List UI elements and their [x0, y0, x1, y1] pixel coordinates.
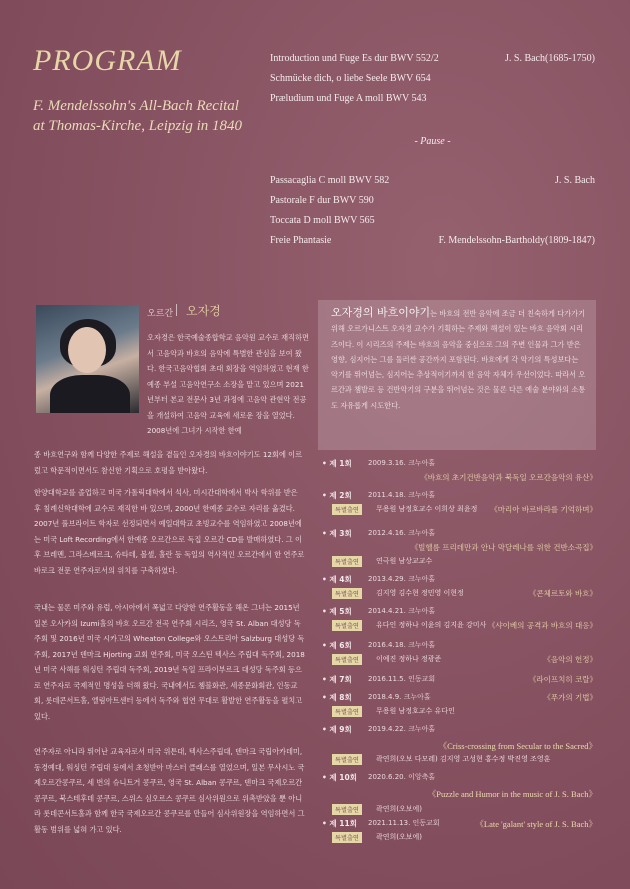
- episode-date: 2016.11.5. 인동교회: [368, 675, 436, 683]
- episode-date: 2014.4.21. 크누아홀: [368, 607, 436, 615]
- episode-number: • 제 1회: [322, 459, 352, 468]
- work-title: Præludium und Fuge A moll BWV 543: [270, 93, 427, 104]
- series-intro-text: 는 바흐의 전반 음악에 조금 더 친숙하게 다가가기 위해 오르가니스트 오자경 교수가 기획하는 주제와 해설이 있는 바흐 음악회 시리즈이다. 이 시리즈의 주제는 바흐의 음악을 중심으로 그의 주변 인물과 그가 받은 영향, 심지어는 그를 둘러싼 공간까지 포함된다. 바흐에게 각 악기의 특성보다는 악기를 뛰어넘는, 심지어는 추상적이기까지 한 음악 자체가 우선이었다. 따라서 오르간과 챔발로 등 건반악기의 구분을 뛰어넘는 것은 물론 다른 예술 분야와의 소통도 자유롭게 시도한다.: [331, 309, 586, 410]
- episode-title: 《콘체르토와 바흐》: [528, 589, 597, 598]
- episode-title: 《샤이베의 공격과 바흐의 대응》: [487, 621, 597, 630]
- episode-number: • 제 7회: [322, 675, 352, 684]
- guest-names: 유다인 정하나 이윤의 김지윤 강미사: [376, 621, 487, 629]
- pause-label: - Pause -: [414, 136, 451, 147]
- guest-names: 김지영 김수현 정민영 이현정: [376, 589, 464, 597]
- guest-names: 곽연희(오보에): [376, 805, 423, 813]
- episode-number: • 제 6회: [322, 641, 352, 650]
- episode-number: • 제 8회: [322, 693, 352, 702]
- program-item: [270, 175, 595, 189]
- episode-date: 2018.4.9. 크누아홀: [368, 693, 431, 701]
- episode-title: 《Criss-crossing from Secular to the Sacred》: [438, 741, 597, 751]
- episode-number: • 제 5회: [322, 607, 352, 616]
- guest-badge: 특별출연: [332, 504, 362, 515]
- episode-date: 2011.4.18. 크누아홀: [368, 491, 436, 499]
- guest-badge: 특별출연: [332, 654, 362, 665]
- label-divider: [176, 304, 177, 316]
- program-item: [270, 195, 595, 209]
- recital-subtitle-line1: F. Mendelssohn's All-Bach Recital: [33, 98, 239, 114]
- episode-date: 2021.11.13. 인동교회: [368, 819, 440, 827]
- episode-number: • 제 9회: [322, 725, 352, 734]
- episode-date: 2020.6.20. 이앙축홀: [368, 773, 436, 781]
- guest-badge: 특별출연: [332, 588, 362, 599]
- episode-date: 2019.4.22. 크누아홀: [368, 725, 436, 733]
- organ-label: 오르간: [147, 309, 174, 319]
- work-title: Freie Phantasie: [270, 235, 332, 246]
- program-heading: PROGRAM: [33, 44, 182, 77]
- episode-number: • 제 4회: [322, 575, 352, 584]
- recital-subtitle-line2: at Thomas-Kirche, Leipzig in 1840: [33, 118, 243, 134]
- program-item: [270, 73, 595, 87]
- bio-paragraph-3: 국내는 물론 미주와 유럽, 아시아에서 폭넓고 다양한 연주활동을 해온 그녀는 2015년 일본 오사카의 Izumi홀의 바흐 오르간 전곡 연주회 시리즈, 영국 St. Alban 대성당 독주회 및 2016년 미국 시카고의 Wheaton College와 오스트리아 Salzburg 대성당 독주회, 2017년 덴마크 Hjorting 교회 연주회, 미국 오스틴 텍사스 주립대 독주회, 2018년 미국 사해를 워싱턴 주립대 독주회, 2019년 독일 프라이부르크 대성당 독주회 등으로 연주자로 국제적인 명성을 더해 왔다. 국내에서도 쳄블화관, 세종문화회관, 인동교회, 롯데콘서트홀, 엘림아트센터 등에서 독주와 협연 무대로 활발한 연주활동을 펼치고 있다.: [34, 603, 305, 721]
- episode-number: • 제 11회: [322, 819, 357, 828]
- episode-number: • 제 2회: [322, 491, 352, 500]
- series-name: 오자경의 바흐이야기: [331, 306, 431, 319]
- program-item: [270, 235, 595, 249]
- guest-names: 곽연희(오보에): [376, 833, 423, 841]
- composer: J. S. Bach(1685-1750): [505, 53, 595, 64]
- episode-title: 《바흐의 초기건반음악과 북독일 오르간음악의 유산》: [420, 473, 597, 482]
- guest-badge: 특별출연: [332, 832, 362, 843]
- bio-paragraph-1-cont: 종 바흐연구와 함께 다양한 주제로 해설을 곁들인 오자경의 바흐이야기도 12회에 이르렀고 학문적이면서도 참신한 기획으로 호평을 받아왔다.: [34, 450, 303, 475]
- work-title: Passacaglia C moll BWV 582: [270, 175, 390, 186]
- work-title: Toccata D moll BWV 565: [270, 215, 375, 226]
- episode-title: 《라이프치히 코랄》: [528, 675, 597, 684]
- episode-title: 《푸가의 기법》: [543, 693, 597, 702]
- guest-badge: 특별출연: [332, 706, 362, 717]
- guest-badge: 특별출연: [332, 556, 362, 567]
- guest-names: 무용원 남정호교수 유다인: [376, 707, 455, 715]
- episode-date: 2013.4.29. 크누아홀: [368, 575, 436, 583]
- recital-subtitle: [33, 96, 263, 136]
- bio-paragraph-1: 오자경은 한국예술종합학교 음악원 교수로 재직하면서 고음악과 바흐의 음악에 특별한 관심을 보여 왔다. 한국고음악협회 초대 회장을 역임하였고 현재 한예종 부설 고음악연구소 소장을 맡고 있으며 2021년부터 본교 전문사 3년 과정에 고음악 관현악 전공을 개설하여 고음악 교육에 새로운 장을 열었다. 2008년에 그녀가 시작한 한예: [147, 333, 309, 435]
- episode-date: 2012.4.16. 크누아홀: [368, 529, 436, 537]
- guest-names: 곽연희(오보 다모레) 김지영 고성현 홍수정 박진영 조영훈: [376, 755, 551, 763]
- guest-badge: 특별출연: [332, 754, 362, 765]
- episode-title: 《마리아 바르바라를 기억하며》: [490, 505, 597, 514]
- series-intro: [331, 305, 587, 413]
- work-title: Introduction und Fuge Es dur BWV 552/2: [270, 53, 439, 64]
- work-title: Schmücke dich, o liebe Seele BWV 654: [270, 73, 431, 84]
- guest-names: 이예진 정하나 정광준: [376, 655, 442, 663]
- organist-photo: [36, 305, 139, 413]
- guest-names: 무용원 남정호교수 이희상 최윤정: [376, 505, 478, 513]
- guest-badge: 특별출연: [332, 804, 362, 815]
- bio-paragraph-2: 한양대학교를 졸업하고 미국 가톨릭대학에서 석사, 미시간대학에서 박사 학위를 받은 후 침례신학대학에 교수로 재직한 바 있으며, 2000년 한예종 교수로 자리를 옮겼다. 2007년 풀브라이트 학자로 선정되면서 예일대학교 초빙교수를 역임하였고 2008년에는 미국 Loft Recording에서 한예종 오르간으로 독집 오르간 CD를 발매하였다. 그 이후 브레멘, 그라스베르크, 슈타데, 볼셀, 홀란 등 독일의 역사적인 오르간에서 한 연주로 바로크 전문 연주자로서의 위치를 구축하였다.: [34, 488, 305, 575]
- program-item: [270, 93, 595, 107]
- guest-names: 연극원 남상교교수: [376, 557, 433, 565]
- program-item: [270, 53, 595, 67]
- guest-badge: 특별출연: [332, 620, 362, 631]
- episode-number: • 제 3회: [322, 529, 352, 538]
- episode-date: 2009.3.16. 크누아홀: [368, 459, 436, 467]
- bio-paragraph-4: 연주자로 아니라 뛰어난 교육자로서 미국 위튼대, 텍사스주립대, 덴마크 국립아카데미, 동경예대, 워싱턴 주립대 등에서 초청받아 마스터 클래스를 열었으며, 일본 무사시노 국제오르간콩쿠르, 세 번의 슈니트거 콩쿠르, 영국 St. Alban 콩쿠르, 덴마크 국제오르간콩쿠르, 북스테후데 콩쿠르, 스위스 심오르스 콩쿠르 심사위원으로 위촉받았을 뿐 아니라 롯데콘서트홀과 함께 한국 국제오르간 콩쿠르를 만들어 심사위원장을 역임하면서 그 활동 범위를 넓혀 가고 있다.: [34, 747, 305, 834]
- episode-number: • 제 10회: [322, 773, 357, 782]
- episode-title: 《음악의 헌정》: [543, 655, 597, 664]
- composer: J. S. Bach: [555, 175, 595, 186]
- composer: F. Mendelssohn-Bartholdy(1809-1847): [438, 235, 595, 246]
- work-title: Pastorale F dur BWV 590: [270, 195, 374, 206]
- episode-title: 《Late 'galant' style of J. S. Bach》: [475, 819, 597, 829]
- episode-title: 《빌헬름 프리데만과 안나 막달레나를 위한 건반소곡집》: [410, 543, 597, 552]
- episode-date: 2016.4.18. 크누아홀: [368, 641, 436, 649]
- program-item: [270, 215, 595, 229]
- organist-name: 오자경: [186, 304, 221, 318]
- episode-title: 《Puzzle and Humor in the music of J. S. Bach》: [427, 789, 597, 799]
